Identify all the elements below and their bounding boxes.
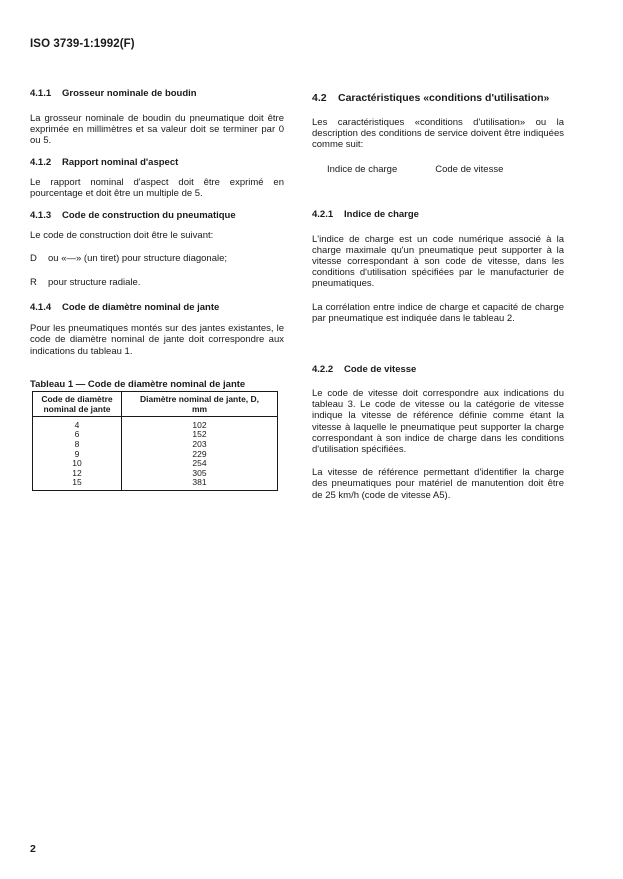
table-row (33, 440, 278, 450)
section-title: Grosseur nominale de boudin (62, 88, 197, 99)
table-row (33, 416, 278, 430)
cell-code: 12 (33, 469, 122, 479)
cell-diameter: 229 (122, 450, 278, 460)
section-number: 4.2 (312, 92, 327, 104)
table-caption: Tableau 1 — Code de diamètre nominal de jante (30, 378, 246, 390)
table-row (33, 430, 278, 440)
section-title: Rapport nominal d'aspect (62, 156, 179, 168)
section-title: Code de diamètre nominal de jante (62, 302, 220, 314)
list-marker: D (30, 253, 37, 265)
diameter-label: Diamètre nominal de jante, D, (139, 393, 260, 404)
list-marker: R (30, 277, 37, 289)
table-row (33, 469, 278, 479)
left-column (30, 88, 284, 491)
paragraph-4-2-1-a: L'indice de charge est un code numérique associé à la charge maximale qu'un pneumatique peut supporter à la vitesse correspondant à son code de vitesse, dans les conditions d'utilisation spécifiées par le manufacturier de pneumatiques. (312, 233, 564, 290)
section-number: 4.2.1 (312, 208, 334, 220)
heading-4-1-3 (30, 210, 284, 222)
cell-code: 4 (33, 416, 122, 430)
table-row (33, 450, 278, 460)
column-header-diameter (122, 391, 278, 416)
cell-code: 9 (33, 450, 122, 460)
document-header: ISO 3739-1:1992(F) (30, 38, 135, 50)
cell-diameter: 305 (122, 469, 278, 479)
cell-diameter: 381 (122, 478, 278, 490)
rim-diameter-table (32, 391, 278, 491)
cell-diameter: 102 (122, 416, 278, 430)
cell-code: 6 (33, 430, 122, 440)
cell-diameter: 152 (122, 430, 278, 440)
heading-4-2 (312, 92, 564, 105)
list-text: ou «—» (un tiret) pour structure diagonale; (48, 253, 228, 265)
cell-diameter: 203 (122, 440, 278, 450)
paragraph-4-1-1: La grosseur nominale de boudin du pneumatique doit être exprimée en millimètres et sa valeur doit se terminer par 0 ou 5. (30, 113, 284, 147)
heading-4-1-2 (30, 157, 284, 169)
column-header-code: Code de diamètre nominal de jante (33, 391, 122, 416)
cell-code: 8 (33, 440, 122, 450)
section-number: 4.1.1 (30, 88, 52, 99)
code-load-index: Indice de charge (327, 163, 398, 175)
conditions-codes (312, 164, 564, 175)
section-title: Code de construction du pneumatique (62, 210, 236, 222)
heading-4-1-4 (30, 302, 284, 314)
paragraph-4-1-3: Le code de construction doit être le suivant: (30, 230, 214, 242)
section-title: Caractéristiques «conditions d'utilisation» (338, 92, 550, 104)
table-row (33, 459, 278, 469)
section-number: 4.1.2 (30, 156, 52, 168)
list-item (30, 253, 284, 265)
heading-4-1-1 (30, 88, 284, 100)
section-number: 4.1.3 (30, 210, 52, 222)
cell-code: 15 (33, 478, 122, 490)
paragraph-4-1-2: Le rapport nominal d'aspect doit être exprimé en pourcentage et doit être un multiple de 5. (30, 176, 284, 199)
section-number: 4.2.2 (312, 364, 334, 376)
section-title: Code de vitesse (344, 364, 417, 376)
section-title: Indice de charge (344, 208, 419, 220)
cell-code: 10 (33, 459, 122, 469)
paragraph-4-1-4: Pour les pneumatiques montés sur des jantes existantes, le code de diamètre nominal de jante doit correspondre aux indications du tableau 1. (30, 323, 284, 357)
diameter-unit: mm (191, 403, 208, 414)
heading-4-2-1 (312, 209, 564, 221)
code-speed: Code de vitesse (435, 163, 504, 175)
page-number: 2 (30, 843, 36, 855)
paragraph-4-2-2-a: Le code de vitesse doit correspondre aux indications du tableau 3. Le code de vitesse ou la catégorie de vitesse indique la vitesse de référence définie comme étant la vitesse à laquelle le pneumatique peut supporter la charge correspondant à son indice de charge dans les conditions d'utilisation spécifiées. (312, 388, 564, 456)
heading-4-2-2 (312, 364, 564, 376)
right-column (312, 88, 564, 501)
paragraph-4-2: Les caractéristiques «conditions d'utilisation» ou la description des conditions de service doivent être indiquées comme suit: (312, 117, 564, 151)
section-number: 4.1.4 (30, 302, 52, 314)
table-header-row (33, 391, 278, 416)
paragraph-4-2-1-b: La corrélation entre indice de charge et capacité de charge par pneumatique est indiquée dans le tableau 2. (312, 301, 564, 324)
paragraph-4-2-2-b: La vitesse de référence permettant d'identifier la charge des pneumatiques pour matériel de manutention doit être de 25 km/h (code de vitesse A5). (312, 467, 564, 501)
list-text: pour structure radiale. (48, 277, 141, 289)
list-item (30, 277, 284, 289)
cell-diameter: 254 (122, 459, 278, 469)
table-row (33, 478, 278, 490)
